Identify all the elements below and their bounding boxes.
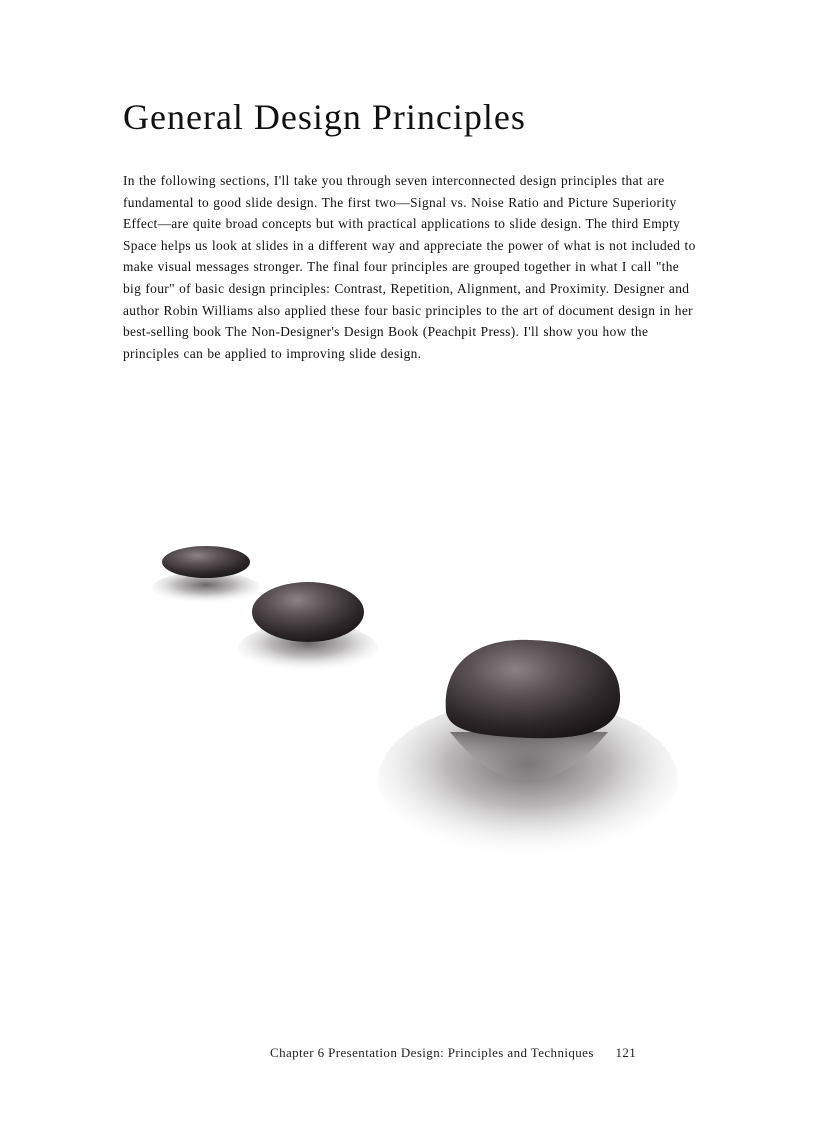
stone-medium [238, 582, 378, 672]
footer-chapter: Chapter 6 Presentation Design: Principles and Techniques [270, 1045, 594, 1060]
page-title: General Design Principles [123, 97, 526, 137]
stone-small [152, 546, 260, 604]
stone-large [378, 640, 678, 860]
page-footer [270, 1045, 680, 1061]
page-number: 121 [615, 1045, 637, 1060]
stones-illustration [150, 500, 710, 880]
body-paragraph: In the following sections, I'll take you through seven interconnected design principles that are fundamental to good slide design. The first two—Signal vs. Noise Ratio and Picture Superiority Effect—are quite broad concepts but with practical applications to slide design. The third Empty Space helps us look at slides in a different way and appreciate the power of what is not included to make visual messages stronger. The final four principles are grouped together in what I call "the big four" of basic design principles: Contrast, Repetition, Alignment, and Proximity. Designer and author Robin Williams also applied these four basic principles to the art of document design in her best-selling book The Non-Designer's Design Book (Peachpit Press). I'll show you how the principles can be applied to improving slide design. [123, 173, 696, 361]
